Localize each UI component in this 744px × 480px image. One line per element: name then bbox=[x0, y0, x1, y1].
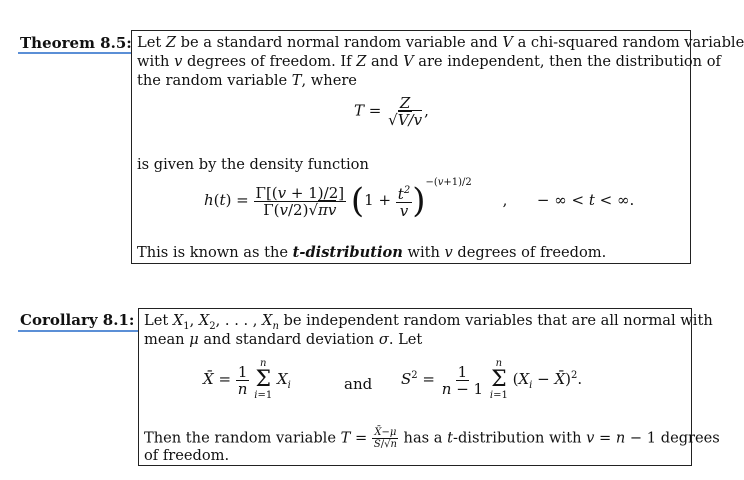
theorem-density-intro: is given by the density function bbox=[137, 156, 369, 173]
formula-sample-variance: $S^2$ = $\frac{1}{n - 1}$ n Σ i=1 ($X_i$ − X̄)$^2$. bbox=[401, 358, 583, 401]
theorem-closing: This is known as the t-distribution with v degrees of freedom. bbox=[137, 244, 607, 261]
corollary-line-3: Then the random variable T = $\frac{X̄-\mu}{S/√n}$ has a t-distribution with v = n − 1 degrees bbox=[144, 427, 720, 450]
formula-t-definition: T = $\frac{Z}{√V/v}$ , bbox=[354, 94, 429, 129]
corollary-line-1: Let $X_1$, $X_2$, . . . , $X_n$ be independent random variables that are all normal with bbox=[144, 312, 713, 332]
corollary-line-2: mean μ and standard deviation σ. Let bbox=[144, 331, 423, 348]
formula-density: h(t) = $\frac{\Gamma[(v + 1)/2]}{\Gamma(v/2)√\pi v}$ (1 + $\frac{t^2}{v}$ )$^{-(v+1)/2}$ , − ∞ < t < ∞. bbox=[204, 177, 635, 221]
and-word: and bbox=[344, 375, 373, 393]
corollary-label: Corollary 8.1: bbox=[20, 311, 135, 329]
theorem-line-3: the random variable T, where bbox=[137, 72, 357, 89]
theorem-label: Theorem 8.5: bbox=[20, 34, 132, 52]
theorem-line-2: with v degrees of freedom. If Z and V are independent, then the distribution of bbox=[137, 53, 721, 70]
theorem-label-underline bbox=[18, 52, 132, 54]
theorem-box bbox=[131, 30, 744, 264]
formula-sample-mean: X̄ = $\frac{1}{n}$ n Σ i=1 $X_i$ bbox=[203, 358, 291, 401]
corollary-line-4: of freedom. bbox=[144, 447, 230, 464]
corollary-label-underline bbox=[18, 330, 138, 332]
t-distribution-term: t-distribution bbox=[292, 244, 403, 261]
theorem-line-1: Let Z be a standard normal random variable and V a chi-squared random variable bbox=[137, 34, 744, 51]
corollary-box bbox=[138, 308, 720, 466]
